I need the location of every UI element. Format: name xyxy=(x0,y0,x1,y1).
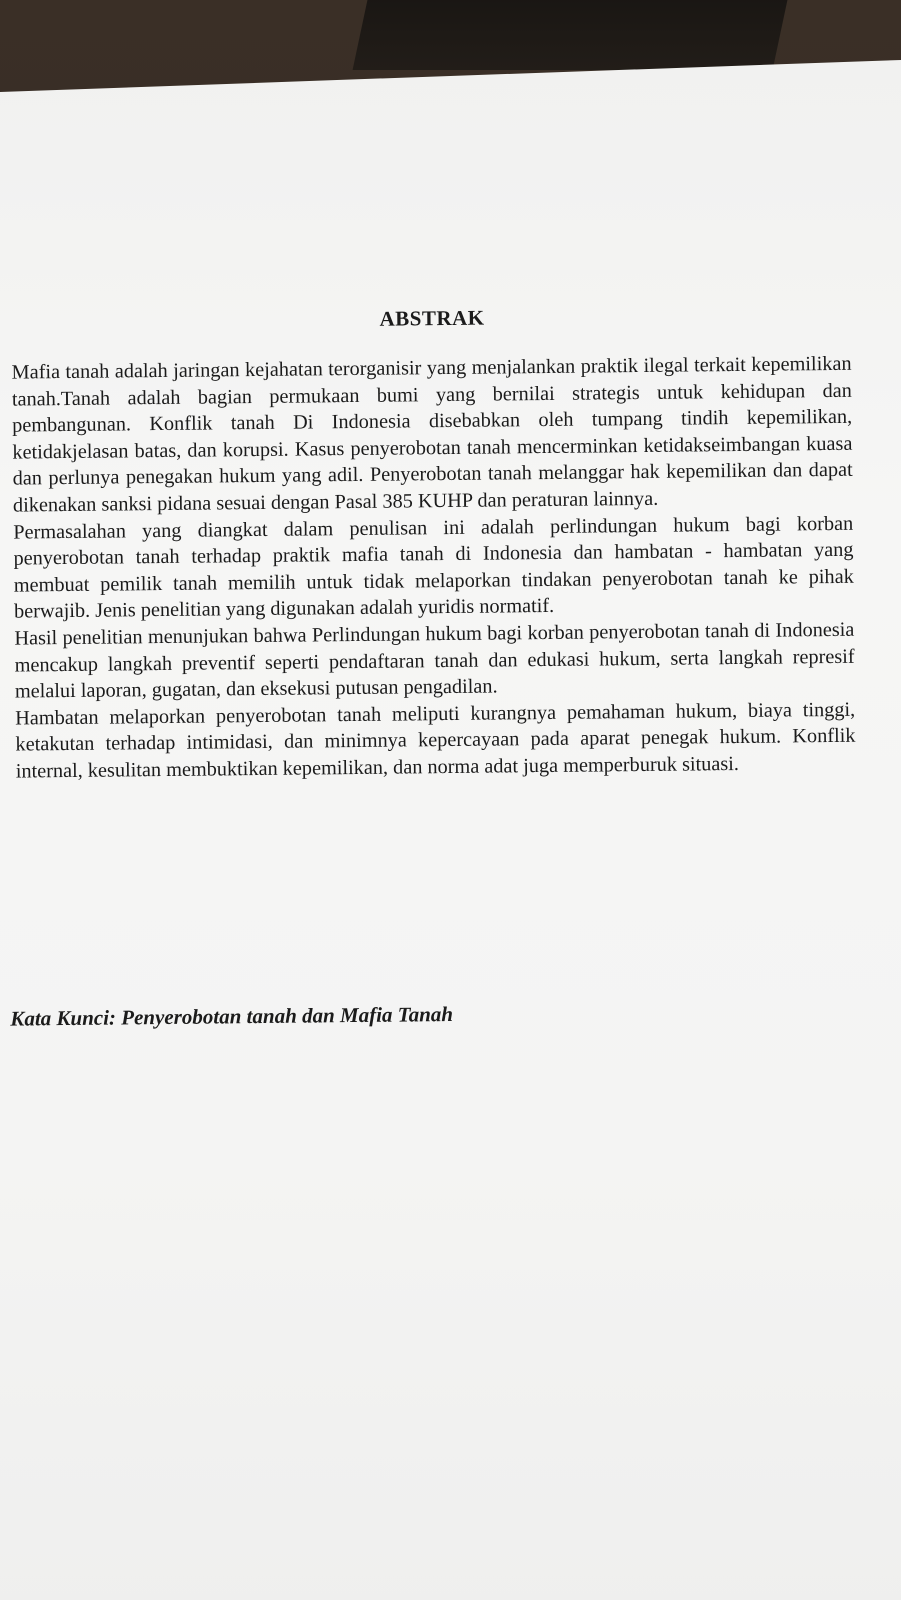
abstract-title: ABSTRAK xyxy=(379,305,485,331)
abstract-paragraph-1: Mafia tanah adalah jaringan kejahatan terorganisir yang menjalankan praktik ilegal terkait kepemilikan tanah.Tanah adalah bagian permukaan bumi yang bernilai strategis untuk kehidupan dan pembangunan. Konflik tanah Di Indonesia disebabkan oleh tumpang tindih kepemilikan, ketidakjelasan batas, dan korupsi. Kasus penyerobotan tanah mencerminkan ketidakseimbangan kuasa dan perlunya penegakan hukum yang adil. Penyerobotan tanah melanggar hak kepemilikan dan dapat dikenakan sanksi pidana sesuai dengan Pasal 385 KUHP dan peraturan lainnya. xyxy=(11,352,853,517)
abstract-paragraph-3: Hasil penelitian menunjukan bahwa Perlindungan hukum bagi korban penyerobotan tanah di Indonesia mencakup langkah preventif seperti pendaftaran tanah dan edukasi hukum, serta langkah represif melalui laporan, gugatan, dan eksekusi putusan pengadilan. xyxy=(14,618,855,703)
abstract-body xyxy=(11,351,855,785)
keywords-line: Kata Kunci: Penyerobotan tanah dan Mafia Tanah xyxy=(10,1001,454,1031)
abstract-paragraph-2: Permasalahan yang diangkat dalam penulisan ini adalah perlindungan hukum bagi korban penyerobotan tanah terhadap praktik mafia tanah di Indonesia dan hambatan - hambatan yang membuat pemilik tanah memilih untuk tidak melaporkan tindakan penyerobotan tanah ke pihak berwajib. Jenis penelitian yang digunakan adalah yuridis normatif. xyxy=(13,512,854,623)
abstract-paragraph-4: Hambatan melaporkan penyerobotan tanah meliputi kurangnya pemahaman hukum, biaya tinggi, ketakutan terhadap intimidasi, dan minimnya kepercayaan pada aparat penegak hukum. Konflik internal, kesulitan membuktikan kepemilikan, dan norma adat juga memperburuk situasi. xyxy=(15,698,856,783)
